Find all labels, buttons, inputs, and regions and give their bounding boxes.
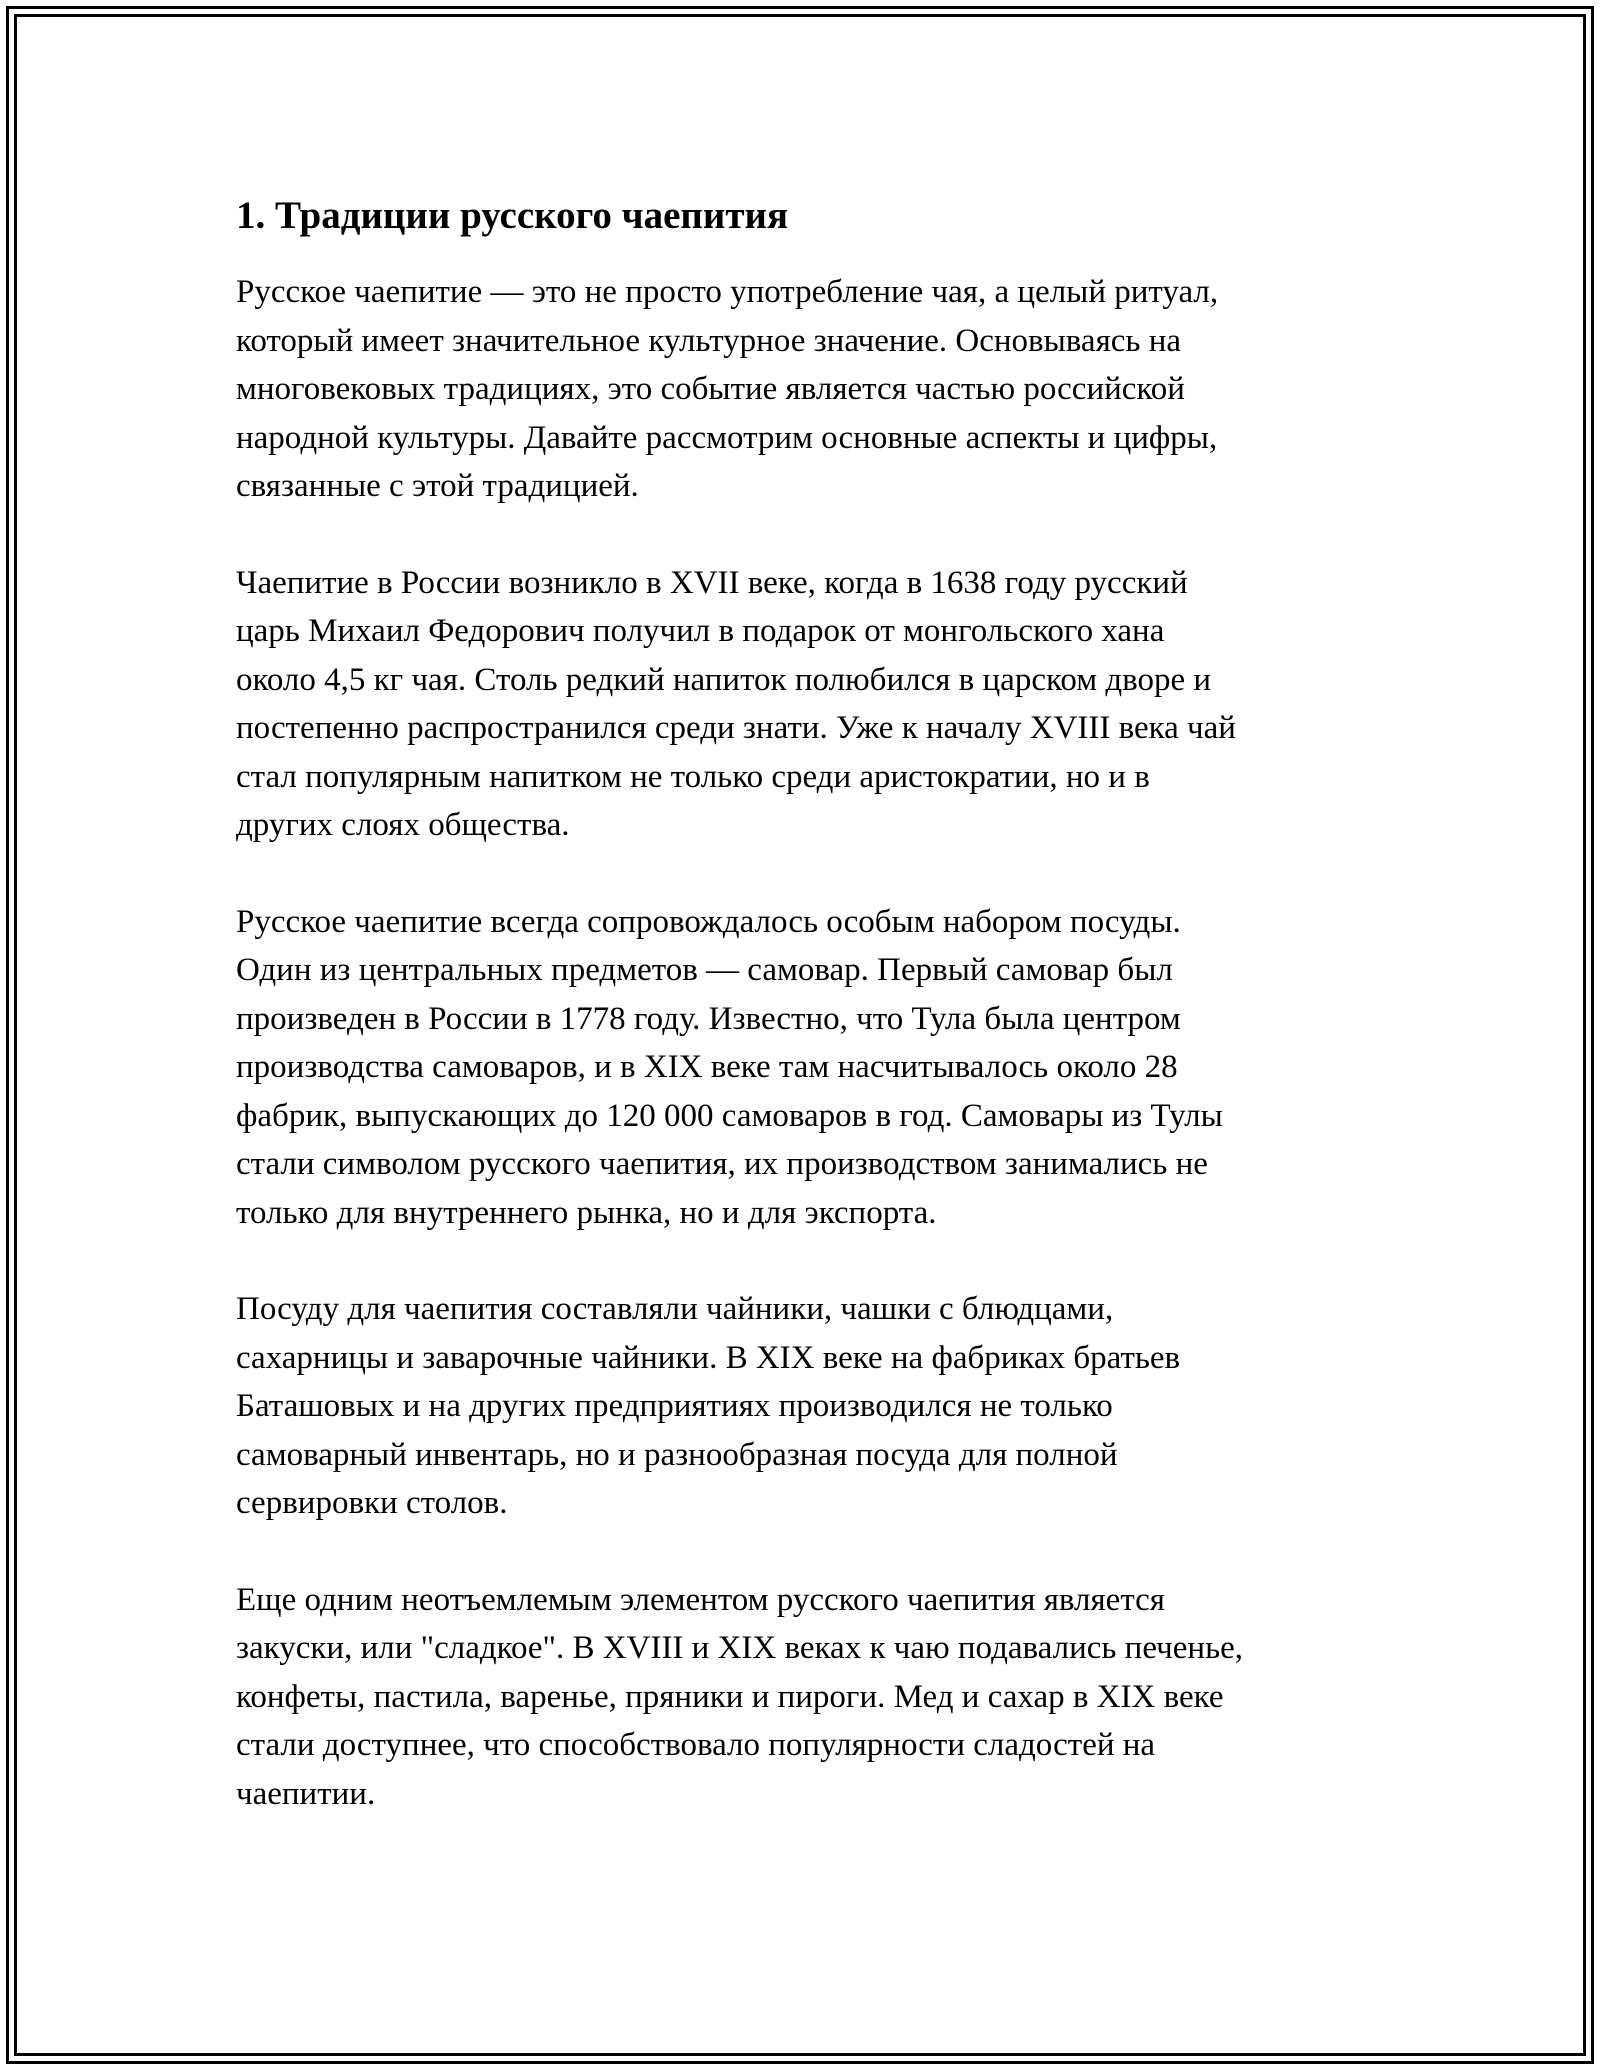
text-line: около 4,5 кг чая. Столь редкий напиток полюбился в царском дворе и [236, 661, 1212, 698]
text-line: Еще одним неотъемлемым элементом русского чаепития является [236, 1581, 1165, 1618]
text-line: Чаепитие в России возникло в XVII веке, когда в 1638 году русский [236, 564, 1188, 601]
text-line: постепенно распространился среди знати. Уже к началу XVIII века чай [236, 710, 1236, 746]
text-line: который имеет значительное культурное значение. Основываясь на [236, 322, 1181, 359]
text-line: царь Михаил Федорович получил в подарок от монгольского хана [236, 613, 1165, 649]
section-heading: 1. Традиции русского чаепития [236, 194, 789, 237]
text-line: Русское чаепитие всегда сопровождалось особым набором посуды. [236, 903, 1181, 940]
text-line: стали доступнее, что способствовало популярности сладостей на [236, 1727, 1156, 1763]
text-line: многовековых традициях, это событие является частью российской [236, 371, 1185, 407]
text-line: народной культуры. Давайте рассмотрим основные аспекты и цифры, [236, 419, 1218, 456]
text-line: Один из центральных предметов — самовар. Первый самовар был [236, 952, 1173, 988]
text-line: Русское чаепитие — это не просто употребление чая, а целый ритуал, [236, 274, 1219, 310]
text-line: производства самоваров, и в XIX веке там насчитывалось около 28 [236, 1049, 1178, 1085]
paragraph-intro [236, 268, 1366, 511]
text-line: стал популярным напитком не только среди аристократии, но и в [236, 758, 1150, 795]
text-line: закуски, или "сладкое". В XVIII и XIX веках к чаю подавались печенье, [236, 1630, 1244, 1666]
text-line: Посуду для чаепития составляли чайники, чашки с блюдцами, [236, 1291, 1114, 1327]
text-line: конфеты, пастила, варенье, пряники и пироги. Мед и сахар в XIX веке [236, 1678, 1224, 1715]
paragraph-samovar [236, 898, 1366, 1238]
text-line: Баташовых и на других предприятиях производился не только [236, 1388, 1113, 1424]
paragraph-tableware [236, 1285, 1366, 1528]
text-line: связанные с этой традицией. [236, 468, 639, 504]
text-line: чаепитии. [236, 1775, 376, 1812]
text-line: сервировки столов. [236, 1485, 508, 1521]
text-line: произведен в России в 1778 году. Известно, что Тула была центром [236, 1000, 1181, 1037]
paragraph-history [236, 559, 1366, 850]
text-line: сахарницы и заварочные чайники. В XIX веке на фабриках братьев [236, 1339, 1181, 1376]
text-line: других слоях общества. [236, 807, 570, 843]
text-line: только для внутреннего рынка, но и для экспорта. [236, 1194, 937, 1231]
text-line: фабрик, выпускающих до 120 000 самоваров в год. Самовары из Тулы [236, 1097, 1223, 1134]
text-line: самоварный инвентарь, но и разнообразная посуда для полной [236, 1436, 1118, 1473]
text-line: стали символом русского чаепития, их производством занимались не [236, 1146, 1208, 1182]
paragraph-sweets [236, 1576, 1366, 1819]
document-body [236, 186, 1366, 1866]
